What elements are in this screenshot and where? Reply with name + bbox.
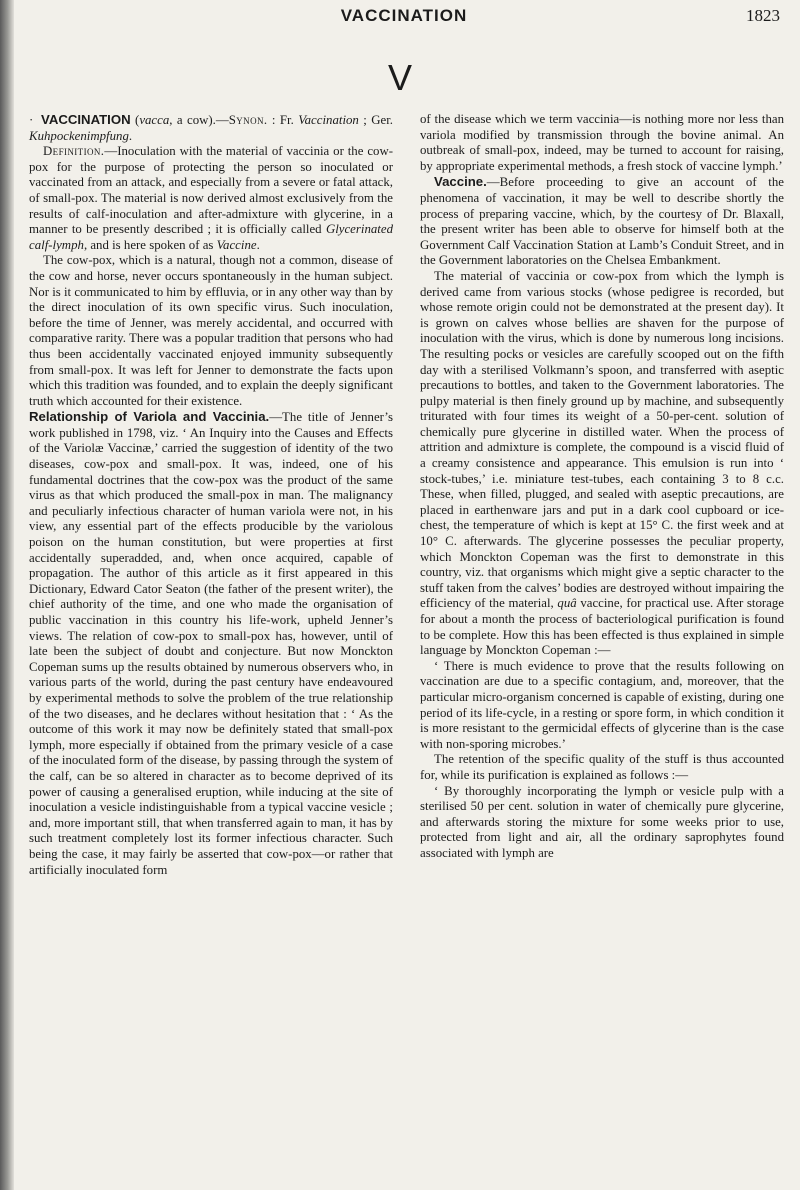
relationship-text: —The title of Jenner’s work published in 1798, viz. ‘ An Inquiry into the Causes and Effects of the Variolæ Vaccinæ,’ carried the suggestion of identity of the two diseases, cow-pox and small-pox. It was, indeed, one of his fundamental doctrines that the cow-pox was the product of the same virus as that which produced the small-pox in man. The malignancy and peculiarly infectious character of human variola were not, in his view, any essential part of the effects producible by the variolous poison on the human constitution, but were properties at first accidentally superadded, and, when once acquired, capable of propagation. The author of this article as it first appeared in this Dictionary, Edward Cator Seaton (the father of the present writer), the chief authority of the time, and one who made the organisation of public vaccination in this country his life-work, upheld Jenner’s views. The relation of cow-pox to small-pox has, however, until of late been the subject of doubt and conjecture. But now Monckton Copeman sums up the results obtained by numerous observers who, in various parts of the world, during the past century have endeavoured by experimental methods to solve the problem of the true relationship of the two diseases, and he declares without hesitation that : ‘ As the outcome of this work it may now be definitely stated that small-pox lymph, more especially if obtained from the primary vesicle of a case of the inoculated form of the disease, by passing through the system of the calf, can be so altered in character as to become deprived of its power of causing a generalised eruption, while inducing at the site of inoculation a vesicle indistinguishable from a typical vaccine vesicle ; and, more important still, that when transferred again to man, it has by such treatment completely lost its former infectious character. Such being the case, it may fairly be asserted that cow-pox—or rather that artificially inoculated form bbox=[29, 410, 393, 877]
relationship-subhead: Relationship of Variola and Vaccinia. bbox=[29, 409, 270, 425]
lymph-text-end: vaccine, for practical use. After storage for about a month the process of bacteriological purification is found to be complete. How this has been effected is thus explained in simple language by Monckton Copeman :— bbox=[420, 596, 785, 658]
etymology-rest: , a cow).— bbox=[169, 113, 229, 127]
vaccine-paragraph bbox=[420, 174, 784, 269]
book-binding-edge bbox=[0, 0, 14, 1190]
synonym-french: Vaccination bbox=[298, 113, 359, 127]
left-column bbox=[29, 112, 393, 1187]
entry-bullet: · bbox=[29, 113, 34, 127]
page-header bbox=[28, 6, 780, 32]
retention-paragraph: The retention of the specific quality of the stuff is thus accounted for, while its purification is explained as follows :— bbox=[420, 752, 784, 782]
definition-end: . bbox=[256, 237, 260, 252]
page-number: 1823 bbox=[746, 6, 780, 25]
entry-paragraph bbox=[29, 112, 393, 144]
etymology-open: ( bbox=[130, 113, 140, 127]
synonym-end: . bbox=[128, 128, 133, 143]
synonym-german: Kuhpockenimpfung bbox=[29, 128, 129, 143]
definition-text: —Inoculation with the material of vaccinia or the cow-pox for the purpose of protecting the person so inoculated or vaccinated from an attack, and especially from a severe or fatal attack, of small-pox. The material is now derived almost exclusively from the results of calf-inoculation and after-admixture with glycerine, in a manner to be presently described ; it is officially called bbox=[29, 144, 393, 237]
text-columns bbox=[29, 112, 784, 1187]
vaccine-text: —Before proceeding to give an account of the phenomena of vaccination, it may be well to describe shortly the process of preparing vaccine, which, by the courtesy of Dr. Blaxall, the present writer has been able to observe for himself both at the Government Calf Vaccination Station at Lamb’s Conduit Street, and in the Government laboratories on the Chelsea Embankment. bbox=[420, 175, 784, 268]
entry-headword: VACCINATION bbox=[41, 112, 131, 127]
relationship-paragraph bbox=[29, 409, 393, 878]
cowpox-paragraph: The cow-pox, which is a natural, though not a common, disease of the cow and horse, never occurs spontaneously in the human subject. Nor is it communicated to him by effluvia, or in any other way than by the direct inoculation of its own specific virus. Such inoculation, before the time of Jenner, was merely accidental, and occurred with comparative rarity. There was a popular tradition that persons who had thus been accidentally vaccinated enjoyed immunity subsequently from small-pox. It was left for Jenner to demonstrate the facts upon which this tradition was founded, and to explain the deeply significant truth which accounted for their existence. bbox=[29, 253, 393, 408]
synonym-german-label: ; Ger. bbox=[358, 113, 393, 127]
continuation-paragraph: of the disease which we term vaccinia—is nothing more nor less than variola modified by transmission through the bovine animal. An outbreak of small-pox, indeed, may be turned to account for raising, by appropriate experimental methods, a fresh stock of vaccine lymph.’ bbox=[420, 112, 784, 173]
etymology-latin: vacca bbox=[139, 113, 170, 127]
qua-term: quâ bbox=[557, 596, 577, 611]
quote-continued-paragraph: ‘ By thoroughly incorporating the lymph or vesicle pulp with a sterilised 50 per cent. solution in water of chemically pure glycerine, and afterwards storing the mixture for some weeks prior to use, protected from light and air, all the ordinary saprophytes found associated with lymph are bbox=[420, 783, 784, 860]
quote-paragraph: ‘ There is much evidence to prove that the results following on vaccination are due to a specific contagium, and, moreover, that the particular micro-organism concerned is capable of existing, during one period of its life-cycle, in a resting or spore form, in which condition it is more resistant to the germicidal effects of glycerine than is the case with non-sporing microbes.’ bbox=[420, 658, 784, 751]
lymph-paragraph bbox=[420, 269, 784, 659]
definition-paragraph bbox=[29, 144, 393, 253]
running-head: VACCINATION bbox=[340, 6, 468, 25]
definition-mid: , and is here spoken of as bbox=[83, 237, 217, 252]
section-letter: V bbox=[387, 57, 412, 98]
definition-term: Glycerinated calf-lymph bbox=[29, 222, 393, 252]
lymph-text: The material of vaccinia or cow-pox from which the lymph is derived came from various stocks (whose pedigree is recorded, but whose remote origin could not be demonstrated at the present day). It is grown on calves whose bellies are shaven for the purpose of inoculation with the virus, which is done by numerous long incisions. The resulting pocks or vesicles are carefully scooped out on the fifth day with a sterilised Volkmann’s spoon, and transferred with aseptic precautions to bottles, and taken to the Government laboratories. The pulpy material is then finely ground up by machine, and subsequently triturated with four times its weight of a 50-per-cent. solution of chemically pure glycerine in distilled water. When the process of attrition and admixture is complete, the compound is a viscid fluid of a creamy consistence and appearance. This emulsion is run into ‘ stock-tubes,’ i.e. miniature test-tubes, each containing 3 to 8 c.c. These, when filled, plugged, and sealed with aseptic precautions, are placed in earthenware jars and put in a dark cool cupboard or ice-chest, the temperature of which is kept at 15° C. the first week and at 10° C. afterwards. The glycerine possesses the peculiar property, which Monckton Copeman was the first to demonstrate in this country, viz. that organisms which might give a septic character to the stuff taken from the calves’ bodies are destroyed without impairing the efficiency of the material, bbox=[420, 268, 784, 611]
definition-label: Definition. bbox=[43, 144, 105, 159]
synonym-text: : Fr. bbox=[267, 113, 299, 127]
vaccine-subhead: Vaccine. bbox=[434, 174, 487, 190]
definition-vaccine: Vaccine bbox=[216, 237, 257, 252]
right-column bbox=[420, 112, 784, 1187]
synonym-label: Synon. bbox=[228, 113, 268, 127]
